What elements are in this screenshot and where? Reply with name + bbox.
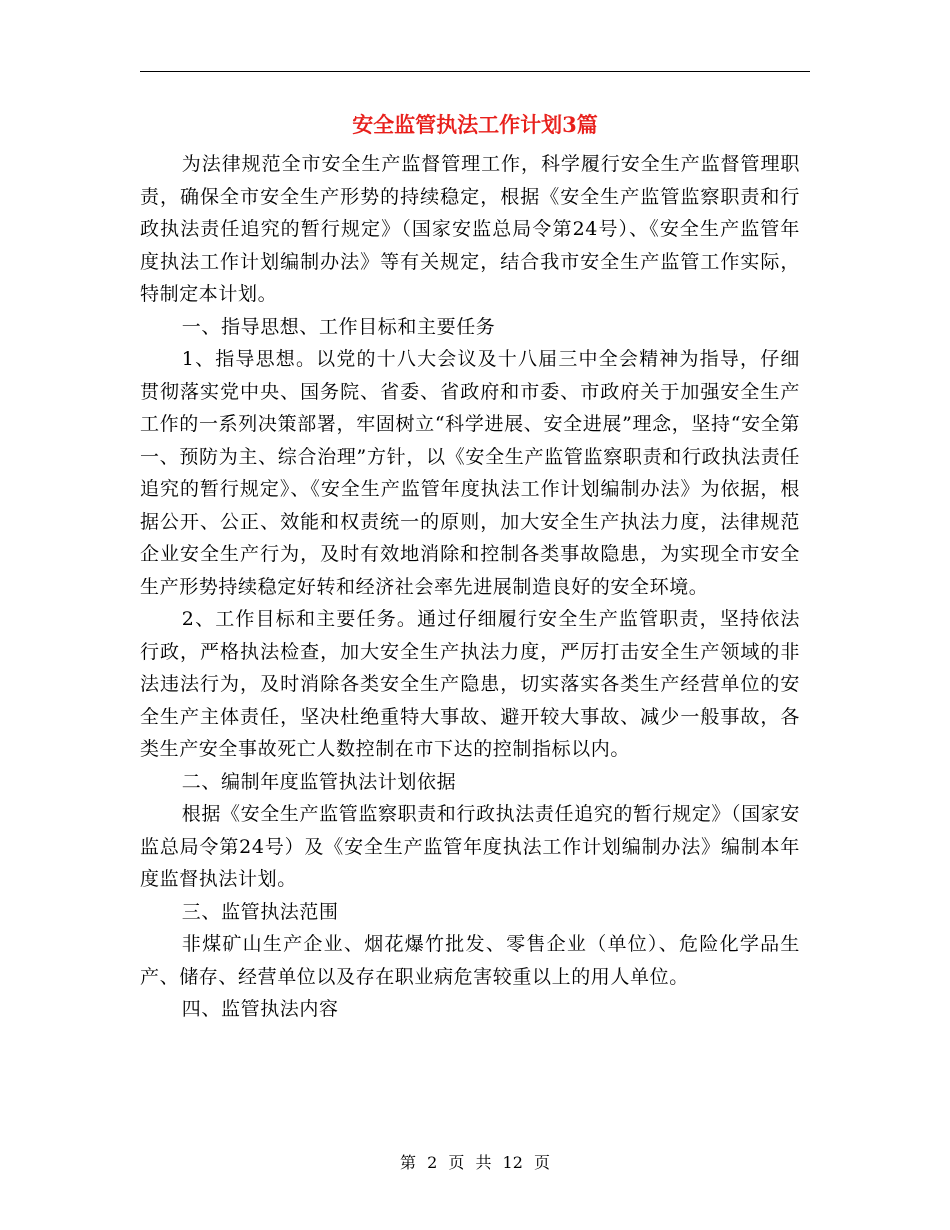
heading-section-3: 三、监管执法范围 xyxy=(181,900,339,923)
document-body xyxy=(140,148,800,1026)
heading-section-4: 四、监管执法内容 xyxy=(181,998,339,1020)
page-number-footer: 第 2 页 共 12 页 xyxy=(400,1153,550,1172)
heading-section-2: 二、编制年度监管执法计划依据 xyxy=(181,770,457,793)
heading-section-1: 一、指导思想、工作目标和主要任务 xyxy=(181,315,496,338)
paragraph-scope: 非煤矿山生产企业、烟花爆竹批发、零售企业（单位）、危险化学品生产、储存、经营单位以及存在职业病危害较重以上的用人单位。 xyxy=(140,933,800,988)
paragraph-intro: 为法律规范全市安全生产监督管理工作，科学履行安全生产监督管理职责，确保全市安全生产形势的持续稳定，根据《安全生产监管监察职责和行政执法责任追究的暂行规定》（国家安监总局令第24号）、《安全生产监管年度执法工作计划编制办法》等有关规定，结合我市安全生产监管工作实际，特制定本计划。 xyxy=(140,153,800,305)
header-rule xyxy=(140,71,810,72)
document-title: 安全监管执法工作计划3篇 xyxy=(352,112,598,137)
paragraph-guiding-ideology: 1、指导思想。以党的十八大会议及十八届三中全会精神为指导，仔细贯彻落实党中央、国务院、省委、省政府和市委、市政府关于加强安全生产工作的一系列决策部署，牢固树立“科学进展、安全进展”理念，坚持“安全第一、预防为主、综合治理”方针，以《安全生产监管监察职责和行政执法责任追究的暂行规定》、《安全生产监管年度执法工作计划编制办法》为依据，根据公开、公正、效能和权责统一的原则，加大安全生产执法力度，法律规范企业安全生产行为，及时有效地消除和控制各类事故隐患，为实现全市安全生产形势持续稳定好转和经济社会率先进展制造良好的安全环境。 xyxy=(140,348,800,598)
paragraph-goals-tasks: 2、工作目标和主要任务。通过仔细履行安全生产监管职责，坚持依法行政，严格执法检查，加大安全生产执法力度，严厉打击安全生产领域的非法违法行为，及时消除各类安全生产隐患，切实落实各类生产经营单位的安全生产主体责任，坚决杜绝重特大事故、避开较大事故、减少一般事故，各类生产安全事故死亡人数控制在市下达的控制指标以内。 xyxy=(140,608,800,760)
paragraph-basis: 根据《安全生产监管监察职责和行政执法责任追究的暂行规定》（国家安监总局令第24号）及《安全生产监管年度执法工作计划编制办法》编制本年度监督执法计划。 xyxy=(140,803,800,890)
